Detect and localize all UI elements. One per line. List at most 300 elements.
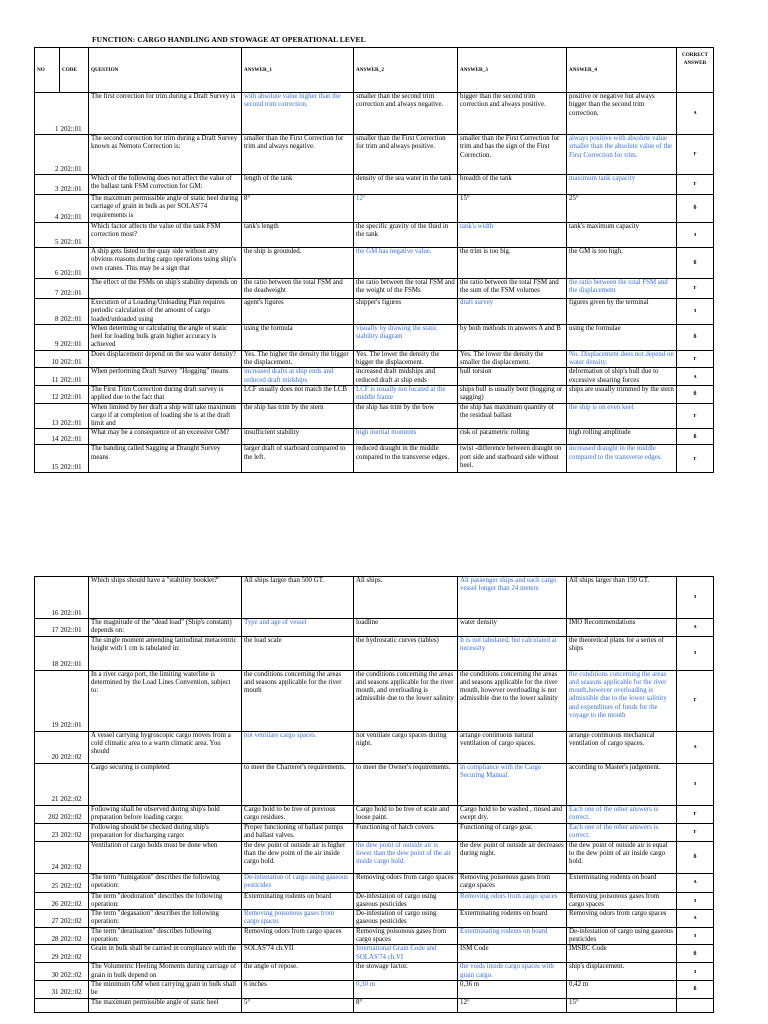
row-code: 202::01 bbox=[60, 403, 89, 429]
answer-1-cell: larger draft of starboard compared to the left. bbox=[242, 445, 354, 473]
row-number: 20 bbox=[35, 731, 60, 763]
header-answer-1: ANSWER_1 bbox=[242, 48, 354, 93]
answer-3-cell: 12° bbox=[458, 998, 567, 1012]
answer-3-cell: arrange continuous natural ventilation of cargo spaces. bbox=[458, 731, 567, 763]
answer-1-cell: Exterminating rodents on board bbox=[242, 892, 354, 910]
answer-3-cell: water density bbox=[458, 619, 567, 637]
row-code: 202::01 bbox=[60, 324, 89, 350]
answer-4-cell: IMO Recommendations bbox=[567, 619, 677, 637]
question-cell: The First Trim Correction during draft survey is applied due to the fact that bbox=[89, 385, 242, 403]
row-number: 5 bbox=[35, 223, 60, 248]
row-code: 202::01 bbox=[60, 670, 89, 731]
answer-1-cell: De-infestation of cargo using gaseous pesticides bbox=[242, 873, 354, 892]
answer-2-cell: the dew point of outside air is lower than the dew point of the air inside cargo hold. bbox=[354, 841, 458, 873]
answer-3-cell: the ship has maximum quantity of the residual ballast bbox=[458, 403, 567, 429]
table-row bbox=[35, 636, 714, 670]
correct-answer-cell: ᴈ bbox=[677, 763, 714, 805]
answer-1-cell: 6 inches bbox=[242, 980, 354, 998]
answer-1-cell: Removing odors from cargo spaces bbox=[242, 927, 354, 945]
correct-answer-cell: б bbox=[677, 841, 714, 873]
row-code: 202::01 bbox=[60, 223, 89, 248]
header-question: QUESTION bbox=[89, 48, 242, 93]
table-row bbox=[35, 805, 714, 823]
row-code: 202::01 bbox=[60, 175, 89, 195]
row-number: 13 bbox=[35, 403, 60, 429]
table-row bbox=[35, 385, 714, 403]
answer-4-cell: 0,42 m bbox=[567, 980, 677, 998]
answer-2-cell: International Grain Code and SOLAS'74 ch.VI bbox=[354, 945, 458, 963]
answer-3-cell: tank's width bbox=[458, 223, 567, 248]
question-cell: The term "deodoration" describes the following operation: bbox=[89, 892, 242, 910]
row-number: 21 bbox=[35, 763, 60, 805]
header-answer-4: ANSWER_4 bbox=[567, 48, 677, 93]
row-number: 16 bbox=[35, 577, 60, 619]
row-code: 202::02 bbox=[60, 731, 89, 763]
table-row bbox=[35, 93, 714, 135]
answer-4-cell: Exterminating rodents on board bbox=[567, 873, 677, 892]
question-cell: Cargo securing is completed bbox=[89, 763, 242, 805]
question-cell: The term "deratisation" describes following operation: bbox=[89, 927, 242, 945]
row-code: 202::02 bbox=[60, 945, 89, 963]
answer-2-cell: De-infestation of cargo using gaseous pesticides bbox=[354, 892, 458, 910]
table-row bbox=[35, 731, 714, 763]
row-code: 202::01 bbox=[60, 368, 89, 386]
answer-4-cell: the conditions concerning the areas and seasons applicable for the river mouth,however overloading is admissible due to the lower salinity and expenditure of funds for the voyage to the mouth bbox=[567, 670, 677, 731]
row-code: 202::01 bbox=[60, 279, 89, 299]
row-number: 31 bbox=[35, 980, 60, 998]
answer-1-cell: the ship has trim by the stern bbox=[242, 403, 354, 429]
header-answer-2: ANSWER_2 bbox=[354, 48, 458, 93]
correct-answer-cell: ᴈ bbox=[677, 963, 714, 981]
table-row bbox=[35, 195, 714, 223]
answer-2-cell: Functioning of hatch covers. bbox=[354, 823, 458, 841]
answer-4-cell: increased draught in the middle compared to the transverse edges. bbox=[567, 445, 677, 473]
row-number: 30 bbox=[35, 963, 60, 981]
answer-2-cell: the hydrostatic curves (tables) bbox=[354, 636, 458, 670]
answer-1-cell: Yes. The higher the density the bigger the displacement. bbox=[242, 350, 354, 368]
row-code: 202::02 bbox=[60, 823, 89, 841]
answer-3-cell: Cargo hold to be washed , rinsed and swept dry. bbox=[458, 805, 567, 823]
answer-3-cell: in compliance with the Cargo Securing Manual. bbox=[458, 763, 567, 805]
header-code: CODE bbox=[60, 48, 89, 93]
answer-2-cell: All ships. bbox=[354, 577, 458, 619]
answer-1-cell: to meet the Charterer's requirements. bbox=[242, 763, 354, 805]
answer-4-cell: the ship is on even keel bbox=[567, 403, 677, 429]
answer-1-cell: 8° bbox=[242, 195, 354, 223]
question-cell: The effect of the FSMs on ship's stability depends on bbox=[89, 279, 242, 299]
row-code: 202::02 bbox=[60, 980, 89, 998]
answer-2-cell: Removing poisonous gases from cargo spaces bbox=[354, 927, 458, 945]
table-row bbox=[35, 670, 714, 731]
answer-1-cell: Type and age of vessel bbox=[242, 619, 354, 637]
row-code: 202::02 bbox=[60, 910, 89, 928]
answer-1-cell: SOLAS'74 ch.VII bbox=[242, 945, 354, 963]
row-number: 12 bbox=[35, 385, 60, 403]
correct-answer-cell: ᴦ bbox=[677, 823, 714, 841]
table-row bbox=[35, 248, 714, 279]
answer-2-cell: loadline bbox=[354, 619, 458, 637]
table-row bbox=[35, 368, 714, 386]
question-cell: The minimum GM when carrying grain in bulk shall be bbox=[89, 980, 242, 998]
row-code: 202::01 bbox=[60, 93, 89, 135]
answer-2-cell: shipper's figures bbox=[354, 299, 458, 325]
row-number: 17 bbox=[35, 619, 60, 637]
answer-1-cell: Proper functioning of ballast pumps and ballast valves. bbox=[242, 823, 354, 841]
correct-answer-cell: ᴦ bbox=[677, 403, 714, 429]
table-row bbox=[35, 175, 714, 195]
row-code: 202::01 bbox=[60, 385, 89, 403]
answer-2-cell: not ventilate cargo spaces during night. bbox=[354, 731, 458, 763]
question-cell: When determing or calculating the angle of static heel for loading bulk grain higher accuracy is achieved bbox=[89, 324, 242, 350]
correct-answer-cell: ᴀ bbox=[677, 731, 714, 763]
table-row bbox=[35, 279, 714, 299]
answer-2-cell: visually by drawing the static stability diagram bbox=[354, 324, 458, 350]
answer-4-cell: Each one of the other answers is correct. bbox=[567, 805, 677, 823]
question-cell: The term "degasation" describes the following operation: bbox=[89, 910, 242, 928]
answer-2-cell: high inertial moments bbox=[354, 429, 458, 445]
answer-4-cell: ships are usually trimmed by the stern bbox=[567, 385, 677, 403]
row-code: 202::02 bbox=[60, 892, 89, 910]
answer-2-cell: smaller than the First Correction for trim and always positive. bbox=[354, 135, 458, 175]
row-code: 202::02 bbox=[60, 873, 89, 892]
row-number: 25 bbox=[35, 873, 60, 892]
correct-answer-cell: ᴀ bbox=[677, 619, 714, 637]
row-code: 202::01 bbox=[60, 299, 89, 325]
question-cell: The term "fumigation" describes the following operation: bbox=[89, 873, 242, 892]
answer-3-cell: hull torsion bbox=[458, 368, 567, 386]
table-row bbox=[35, 980, 714, 998]
question-cell: A ship gets listed to the quay side without any obvious reasons during cargo operations using ship's own cranes. This may be a sign that bbox=[89, 248, 242, 279]
row-number: 7 bbox=[35, 279, 60, 299]
row-code: 202::01 bbox=[60, 135, 89, 175]
row-number: 9 bbox=[35, 324, 60, 350]
question-cell: When performing Draft Survey "Hogging" means bbox=[89, 368, 242, 386]
answer-1-cell: 5° bbox=[242, 998, 354, 1012]
header-answer-3: ANSWER_3 bbox=[458, 48, 567, 93]
answer-3-cell: It is not tabulated, but calculated at necessity bbox=[458, 636, 567, 670]
row-number: 3 bbox=[35, 175, 60, 195]
answer-1-cell: Removing poisonous gases from cargo spaces bbox=[242, 910, 354, 928]
correct-answer-cell: ᴀ bbox=[677, 873, 714, 892]
correct-answer-cell: б bbox=[677, 980, 714, 998]
answer-3-cell: Yes. The lower the density the smaller the displacement. bbox=[458, 350, 567, 368]
row-code: 202::02 bbox=[60, 763, 89, 805]
answer-2-cell: 8° bbox=[354, 998, 458, 1012]
question-cell: Which of the following does not affect the value of the ballast tank FSM correction for GM: bbox=[89, 175, 242, 195]
answer-4-cell: IMSBC Code bbox=[567, 945, 677, 963]
answer-2-cell: the specific gravity of the fluid in the tank bbox=[354, 223, 458, 248]
correct-answer-cell: ᴈ bbox=[677, 892, 714, 910]
answer-1-cell: using the formula bbox=[242, 324, 354, 350]
answer-2-cell: increased draft midships and reduced draft at ship ends bbox=[354, 368, 458, 386]
question-cell: The second correction for trim during a Draft Survey known as Nemoto Correction is: bbox=[89, 135, 242, 175]
correct-answer-cell: ᴈ bbox=[677, 927, 714, 945]
row-code: 202::02 bbox=[60, 805, 89, 823]
table-row bbox=[35, 998, 714, 1012]
answer-1-cell: the load scale bbox=[242, 636, 354, 670]
table-row bbox=[35, 577, 714, 619]
question-cell: A vessel carrying hygroscopic cargo moves from a cold climatic area to a warm climatic area. You should bbox=[89, 731, 242, 763]
correct-answer-cell: ᴈ bbox=[677, 636, 714, 670]
answer-4-cell: the ratio between the total FSM and the displacement bbox=[567, 279, 677, 299]
answer-4-cell: according to Master's judgement. bbox=[567, 763, 677, 805]
row-code: 202::01 bbox=[60, 445, 89, 473]
answer-1-cell: agent's figures bbox=[242, 299, 354, 325]
row-code: 202::02 bbox=[60, 963, 89, 981]
answer-3-cell: 0,36 m bbox=[458, 980, 567, 998]
answer-4-cell: 25° bbox=[567, 195, 677, 223]
correct-answer-cell bbox=[677, 998, 714, 1012]
table-row bbox=[35, 910, 714, 928]
answer-4-cell: the GM is too high. bbox=[567, 248, 677, 279]
page-title: FUNCTION: CARGO HANDLING AND STOWAGE AT OPERATIONAL LEVEL bbox=[92, 35, 366, 44]
question-cell: Grain in bulk shall be carried in compliance with the bbox=[89, 945, 242, 963]
question-cell: Execution of a Loading/Unloading Plan requires periodic calculation of the amount of cargo loaded/unloaded using bbox=[89, 299, 242, 325]
row-number: 2 bbox=[35, 135, 60, 175]
correct-answer-cell: ᴀ bbox=[677, 93, 714, 135]
correct-answer-cell: ᴈ bbox=[677, 577, 714, 619]
row-number bbox=[35, 998, 60, 1012]
table-row bbox=[35, 927, 714, 945]
row-code: 202::02 bbox=[60, 927, 89, 945]
question-cell: Following shall be observed during ship's hold preparation before loading cargo: bbox=[89, 805, 242, 823]
answer-2-cell: reduced draught in the middle compared to the transverse edges. bbox=[354, 445, 458, 473]
row-code: 202::01 bbox=[60, 195, 89, 223]
row-code: 202::01 bbox=[60, 350, 89, 368]
answer-3-cell: smaller than the First Correction for trim and has the sign of the First Correction. bbox=[458, 135, 567, 175]
answer-4-cell: using the formulae bbox=[567, 324, 677, 350]
row-code: 202::01 bbox=[60, 248, 89, 279]
answer-1-cell: increased drafts at ship ends and reduced draft midships bbox=[242, 368, 354, 386]
table-row bbox=[35, 841, 714, 873]
question-cell: The maximum permissible angle of static heel bbox=[89, 998, 242, 1012]
answer-2-cell: 12° bbox=[354, 195, 458, 223]
question-cell: When limited by her draft a ship will take maximum cargo if at completion of loading she is at the draft limit and bbox=[89, 403, 242, 429]
row-code: 202::01 bbox=[60, 619, 89, 637]
header-no: NO bbox=[35, 48, 60, 93]
answer-1-cell: with absolute value higher than the second trim correction. bbox=[242, 93, 354, 135]
answer-4-cell: arrange continuous mechanical ventilation of cargo spaces. bbox=[567, 731, 677, 763]
answer-1-cell: LCF usually does not match the LCB bbox=[242, 385, 354, 403]
answer-1-cell: tank's length bbox=[242, 223, 354, 248]
row-number: 1 bbox=[35, 93, 60, 135]
correct-answer-cell: ᴦ bbox=[677, 445, 714, 473]
row-number: 14 bbox=[35, 429, 60, 445]
row-number: 202 bbox=[35, 805, 60, 823]
answer-1-cell: the ship is grounded. bbox=[242, 248, 354, 279]
row-number: 19 bbox=[35, 670, 60, 731]
question-cell: The Volumetric Heeling Moments during carriage of grain in bulk depend on bbox=[89, 963, 242, 981]
row-code: 202::01 bbox=[60, 577, 89, 619]
row-number: 29 bbox=[35, 945, 60, 963]
row-number: 26 bbox=[35, 892, 60, 910]
question-cell: Does displacement depend on the sea water density? bbox=[89, 350, 242, 368]
answer-1-cell: length of the tank bbox=[242, 175, 354, 195]
answer-3-cell: the conditions concerning the areas and seasons applicable for the river mouth, however overloading is not admissible due to the lower salinity bbox=[458, 670, 567, 731]
answer-1-cell: Cargo hold to be free of previous cargo residues. bbox=[242, 805, 354, 823]
question-cell: Ventilation of cargo holds must be done when bbox=[89, 841, 242, 873]
question-cell: The magnitude of the "dead load" (Ship's constant) depends on: bbox=[89, 619, 242, 637]
correct-answer-cell: б bbox=[677, 429, 714, 445]
answer-3-cell: Removing odors from cargo spaces bbox=[458, 892, 567, 910]
answer-4-cell: ship's displacement. bbox=[567, 963, 677, 981]
answer-1-cell: All ships larger than 500 GT. bbox=[242, 577, 354, 619]
row-code: 202::01 bbox=[60, 636, 89, 670]
row-number: 23 bbox=[35, 823, 60, 841]
answer-2-cell: Removing odors from cargo spaces bbox=[354, 873, 458, 892]
question-cell: The first correction for trim during a Draft Survey is bbox=[89, 93, 242, 135]
question-cell: Which ships should have a "stability booklet?" bbox=[89, 577, 242, 619]
answer-4-cell: De-infestation of cargo using gaseous pesticides bbox=[567, 927, 677, 945]
answer-2-cell: 0,30 m bbox=[354, 980, 458, 998]
question-cell: Following should be checked during ship's preparation for discharging cargo: bbox=[89, 823, 242, 841]
answer-4-cell: deformation of ship's hull due to excessive shearing forces bbox=[567, 368, 677, 386]
row-code bbox=[60, 998, 89, 1012]
answer-3-cell: draft survey bbox=[458, 299, 567, 325]
answer-4-cell: No. Displacement does not depend on water density. bbox=[567, 350, 677, 368]
answer-3-cell: Exterminating rodents on board bbox=[458, 910, 567, 928]
row-number: 18 bbox=[35, 636, 60, 670]
correct-answer-cell: б bbox=[677, 248, 714, 279]
answer-4-cell: Each one of the other answers is correct. bbox=[567, 823, 677, 841]
question-cell: What may be a consequence of an excessive GM? bbox=[89, 429, 242, 445]
answer-4-cell: always positive with absolute value smaller than the absolute value of the First Correction for trim. bbox=[567, 135, 677, 175]
question-cell: The single moment amending latitudinal metacentric height with 1 cm is tabulated in: bbox=[89, 636, 242, 670]
answer-1-cell: the dew point of outside air is higher than the dew point of the air inside cargo hold. bbox=[242, 841, 354, 873]
answer-1-cell: the angle of repose. bbox=[242, 963, 354, 981]
answer-3-cell: risk of parametric rolling bbox=[458, 429, 567, 445]
answer-4-cell: Removing poisonous gases from cargo spaces bbox=[567, 892, 677, 910]
answer-3-cell: Removing poisonous gases from cargo spaces bbox=[458, 873, 567, 892]
answer-1-cell: not ventilate cargo spaces. bbox=[242, 731, 354, 763]
question-cell: The banding called Sagging at Draught Survey means bbox=[89, 445, 242, 473]
table-row bbox=[35, 963, 714, 981]
correct-answer-cell: ᴦ bbox=[677, 805, 714, 823]
answer-1-cell: insufficient stability bbox=[242, 429, 354, 445]
answer-1-cell: the ratio between the total FSM and the deadweight bbox=[242, 279, 354, 299]
answer-3-cell: ships hull is usually bent (hogging or sagging) bbox=[458, 385, 567, 403]
table-row bbox=[35, 223, 714, 248]
questions-table-1 bbox=[34, 47, 714, 473]
question-cell: In a river cargo port, the limiting waterline is determined by the Load Lines Convention, subject to: bbox=[89, 670, 242, 731]
questions-table-2 bbox=[34, 576, 714, 1013]
correct-answer-cell: б bbox=[677, 945, 714, 963]
answer-2-cell: smaller than the second trim correction and always negative. bbox=[354, 93, 458, 135]
correct-answer-cell: ᴦ bbox=[677, 135, 714, 175]
answer-3-cell: the voids inside cargo spaces with grain cargo. bbox=[458, 963, 567, 981]
row-number: 15 bbox=[35, 445, 60, 473]
answer-2-cell: De-infestation of cargo using gaseous pesticides bbox=[354, 910, 458, 928]
answer-3-cell: Functioning of cargo gear. bbox=[458, 823, 567, 841]
answer-3-cell: twist -difference between draught on port side and starboard side without heel. bbox=[458, 445, 567, 473]
answer-4-cell: the dew point of outside air is equal to the dew point of air inside cargo hold. bbox=[567, 841, 677, 873]
row-number: 10 bbox=[35, 350, 60, 368]
correct-answer-cell: ᴦ bbox=[677, 670, 714, 731]
table-row bbox=[35, 763, 714, 805]
answer-4-cell: All ships larger than 150 GT. bbox=[567, 577, 677, 619]
answer-3-cell: the trim is too big. bbox=[458, 248, 567, 279]
answer-2-cell: the ship has trim by the bow bbox=[354, 403, 458, 429]
answer-4-cell: the theoretical plans for a series of ships bbox=[567, 636, 677, 670]
table-row bbox=[35, 324, 714, 350]
row-number: 6 bbox=[35, 248, 60, 279]
table-row bbox=[35, 403, 714, 429]
answer-1-cell: the conditions concerning the areas and seasons applicable for the river mouth bbox=[242, 670, 354, 731]
answer-2-cell: Cargo hold to be free of scale and loose paint. bbox=[354, 805, 458, 823]
question-cell: Which factor affects the value of the tank FSM correction most? bbox=[89, 223, 242, 248]
answer-3-cell: ISM Code bbox=[458, 945, 567, 963]
table-row bbox=[35, 299, 714, 325]
answer-2-cell: the conditions concerning the areas and seasons applicable for the river mouth, and overloading is admissible due to the lower salinity bbox=[354, 670, 458, 731]
question-cell: The maximum permissible angle of static heel during carriage of grain in bulk as per SOLAS'74 requirements is bbox=[89, 195, 242, 223]
table-row bbox=[35, 350, 714, 368]
row-number: 27 bbox=[35, 910, 60, 928]
answer-2-cell: LCF is usually not located at the middle frame bbox=[354, 385, 458, 403]
answer-2-cell: the ratio between the total FSM and the weight of the FSMs bbox=[354, 279, 458, 299]
correct-answer-cell: ᴈ bbox=[677, 299, 714, 325]
table-header-row bbox=[35, 48, 714, 93]
answer-2-cell: the GM has negative value. bbox=[354, 248, 458, 279]
answer-2-cell: density of the sea water in the tank bbox=[354, 175, 458, 195]
correct-answer-cell: б bbox=[677, 324, 714, 350]
answer-4-cell: Removing odors from cargo spaces bbox=[567, 910, 677, 928]
row-code: 202::01 bbox=[60, 429, 89, 445]
answer-3-cell: breadth of the tank bbox=[458, 175, 567, 195]
answer-3-cell: bigger than the second trim correction and always positive. bbox=[458, 93, 567, 135]
header-correct-answer: CORRECT ANSWER bbox=[677, 48, 714, 93]
correct-answer-cell: ᴀ bbox=[677, 910, 714, 928]
row-number: 24 bbox=[35, 841, 60, 873]
answer-4-cell: high rolling amplitude bbox=[567, 429, 677, 445]
table-row bbox=[35, 873, 714, 892]
row-number: 4 bbox=[35, 195, 60, 223]
table-row bbox=[35, 892, 714, 910]
table-row bbox=[35, 445, 714, 473]
answer-4-cell: figures given by the terminal bbox=[567, 299, 677, 325]
answer-2-cell: Yes. The lower the density the bigger the displacement. bbox=[354, 350, 458, 368]
correct-answer-cell: ᴀ bbox=[677, 368, 714, 386]
answer-2-cell: to meet the Owner's requirements. bbox=[354, 763, 458, 805]
answer-4-cell: maximum tank capacity bbox=[567, 175, 677, 195]
correct-answer-cell: б bbox=[677, 195, 714, 223]
answer-4-cell: positive or negative but always bigger than the second trim correction. bbox=[567, 93, 677, 135]
row-number: 11 bbox=[35, 368, 60, 386]
answer-3-cell: the ratio between the total FSM and the sum of the FSM volumes bbox=[458, 279, 567, 299]
correct-answer-cell: ᴦ bbox=[677, 279, 714, 299]
answer-3-cell: by both methods in answers A and B bbox=[458, 324, 567, 350]
answer-3-cell: Exterminating rodents on board bbox=[458, 927, 567, 945]
correct-answer-cell: ᴦ bbox=[677, 350, 714, 368]
answer-4-cell: 15° bbox=[567, 998, 677, 1012]
table-row bbox=[35, 429, 714, 445]
row-number: 8 bbox=[35, 299, 60, 325]
table-row bbox=[35, 619, 714, 637]
table-row bbox=[35, 823, 714, 841]
correct-answer-cell: ᴈ bbox=[677, 223, 714, 248]
correct-answer-cell: б bbox=[677, 385, 714, 403]
table-row bbox=[35, 945, 714, 963]
answer-1-cell: smaller than the First Correction for trim and always negative. bbox=[242, 135, 354, 175]
table-row bbox=[35, 135, 714, 175]
row-number: 28 bbox=[35, 927, 60, 945]
answer-3-cell: 15° bbox=[458, 195, 567, 223]
answer-3-cell: the dew point of outside air decreases during night. bbox=[458, 841, 567, 873]
answer-4-cell: tank's maximum capacity bbox=[567, 223, 677, 248]
row-code: 202::02 bbox=[60, 841, 89, 873]
answer-3-cell: All passenger ships and each cargo vessel longer than 24 meters bbox=[458, 577, 567, 619]
correct-answer-cell: ᴦ bbox=[677, 175, 714, 195]
answer-2-cell: the stowage factor. bbox=[354, 963, 458, 981]
